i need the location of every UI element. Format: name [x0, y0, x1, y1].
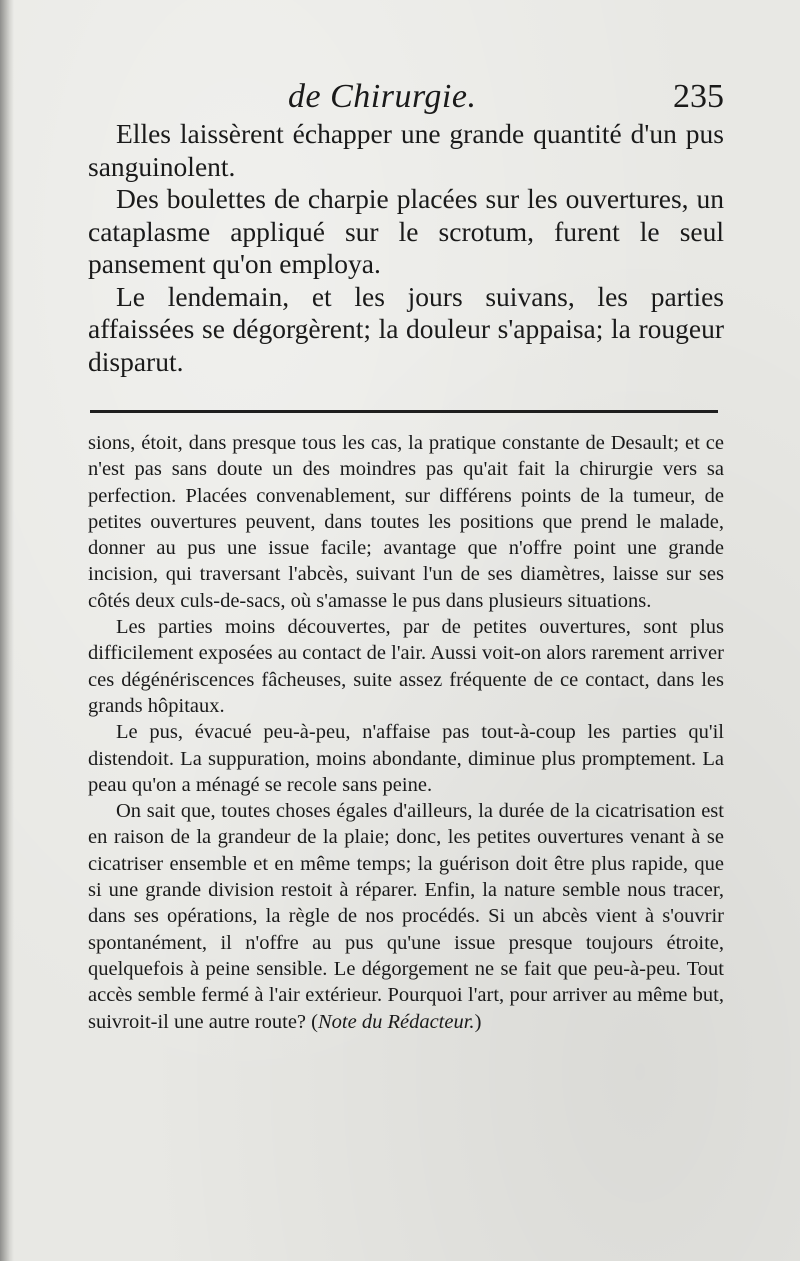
editor-note-label: Note du Rédacteur. — [317, 1010, 475, 1033]
footnote-paragraph: Le pus, évacué peu-à-peu, n'affaise pas tout-à-coup les parties qu'il distendoit. La suppuration, moins abondante, diminue plus promptement. La peau qu'on a ménagé se recole sans peine. — [88, 721, 724, 796]
main-paragraph: Des boulettes de charpie placées sur les ouvertures, un cataplasme appliqué sur le scrotum, furent le seul pansement qu'on employa. — [88, 183, 724, 279]
main-paragraph: Le lendemain, et les jours suivans, les parties affaissées se dégorgèrent; la douleur s'appaisa; la rougeur disparut. — [88, 280, 724, 377]
editor-note-close: ) — [474, 1010, 482, 1033]
footnote — [88, 430, 724, 1035]
footnote-paragraph: Les parties moins découvertes, par de petites ouvertures, sont plus difficilement exposées au contact de l'air. Aussi voit-on alors rarement arriver ces dégénériscences fâcheuses, suite assez fréquente de ce contact, dans les grands hôpitaux. — [88, 616, 724, 717]
footnote-paragraph: sions, étoit, dans presque tous les cas, la pratique constante de Desault; et ce n'est pas sans doute un des moindres pas qu'ait fait la chirurgie vers sa perfection. Placées convenablement, sur différens points de la tumeur, de petites ouvertures peuvent, dans toutes les positions que prend le malade, donner au pus une issue facile; avantage que n'offre point une grande incision, qui traversant l'abcès, suivant l'un de ses diamètres, laisse sur ses côtés deux culs-de-sacs, où s'amasse le pus dans plusieurs situations. — [88, 432, 724, 612]
page-spine-shadow — [0, 0, 14, 1261]
running-head: de Chirurgie. — [288, 78, 477, 115]
footnote-separator-rule — [90, 410, 718, 413]
footnote-paragraph-text: On sait que, toutes choses égales d'ailleurs, la durée de la cicatrisation est en raison de la grandeur de la plaie; donc, les petites ouvertures venant à se cicatriser ensemble et en même temps; la guérison doit être plus rapide, que si une grande division restoit à réparer. Enfin, la nature semble nous tracer, dans ses opérations, la règle de nos procédés. Si un abcès vient à s'ouvrir spontanément, il n'offre au pus qu'une issue presque toujours étroite, quelquefois à peine sensible. Le dégorgement ne se fait que peu-à-peu. Tout accès semble fermé à l'air extérieur. Pourquoi l'art, pour arriver au même but, suivroit-il une autre route? ( — [88, 800, 724, 1033]
page-header — [88, 78, 724, 122]
main-paragraph: Elles laissèrent échapper une grande quantité d'un pus sanguinolent. — [88, 118, 724, 182]
main-text — [88, 118, 724, 378]
footnote-paragraph-last — [88, 798, 724, 1035]
page-number: 235 — [673, 78, 724, 115]
